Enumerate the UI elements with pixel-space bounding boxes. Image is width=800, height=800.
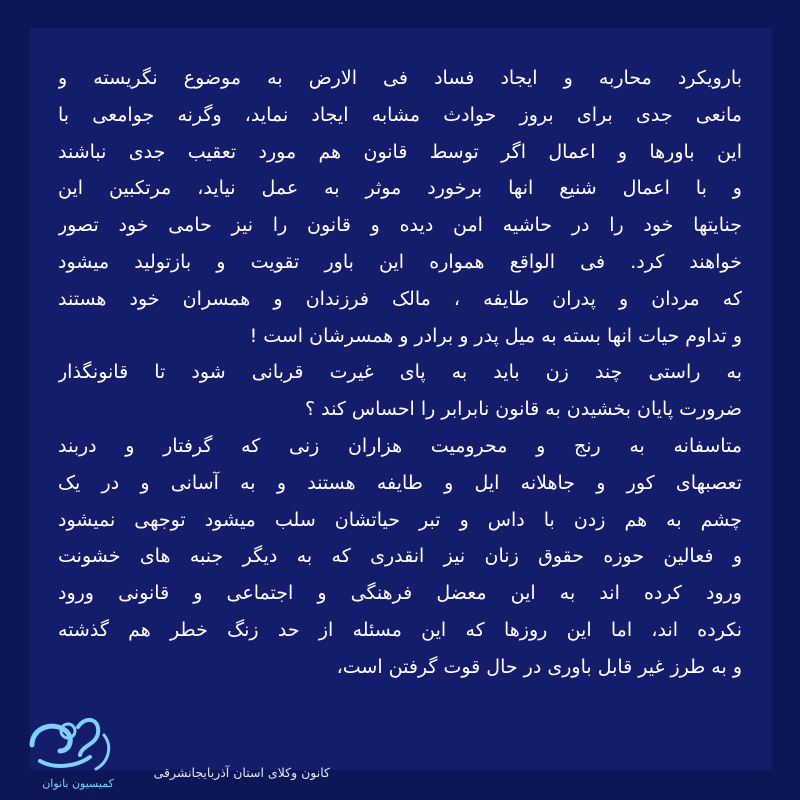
text-line: نکرده اند، اما این روزها که این مسئله از حد زنگ خطر هم گذشته xyxy=(58,618,742,641)
text-line: و فعالین حوزه حقوق زنان نیز انقدری که به دیگر جنبه های خشونت xyxy=(58,545,742,568)
text-line: متاسفانه به رنج و محرومیت هزاران زنی که گرفتار و دربند xyxy=(58,434,742,457)
text-line: تعصبهای کور و جاهلانه ایل و طایفه هستند و به آسانی و در یک xyxy=(58,471,742,494)
text-line: این باورها و اعمال اگر توسط قانون هم مورد تعقیب جدی نباشند xyxy=(58,140,742,163)
text-line: چشم به هم زدن با داس و تبر حیاتشان سلب میشود توجهی نمیشود xyxy=(58,508,742,531)
text-line: جنایتها خود را در حاشیه امن دیده و قانون را نیز حامی خود تصور xyxy=(58,214,742,237)
text-line: بارویکرد محاربه و ایجاد فساد فی الارض به موضوع نگریسته و xyxy=(58,67,742,89)
text-line: که مردان و پدران طایفه ، مالک فرزندان و همسران خود هستند xyxy=(58,287,742,310)
text-line: ضرورت پایان بخشیدن به قانون نابرابر را احساس کند ؟ xyxy=(304,398,742,421)
text-line: و تداوم حیات انها بسته به میل پدر و برادر و همسرشان است ! xyxy=(249,324,742,347)
organization-name: کانون وکلای استان آذربایجانشرقی xyxy=(153,765,330,780)
text-line: مانعی جدی برای بروز حوادث مشابه ایجاد نماید، وگرنه جوامعی با xyxy=(58,103,742,126)
text-line: ورود کرده اند به این معضل فرهنگی و اجتماعی و قانونی ورود xyxy=(58,582,742,605)
text-line: به راستی چند زن باید به پای غیرت قربانی شود تا قانونگذار xyxy=(58,361,742,384)
article-body xyxy=(58,60,742,686)
kanoon-banovan-logo-icon xyxy=(20,705,130,795)
logo-text: کمیسیون بانوان xyxy=(42,777,114,790)
footer xyxy=(20,705,340,795)
text-line: و با اعمال شنیع انها برخورد موثر به عمل نیاید، مرتکبین این xyxy=(58,177,742,200)
text-line: خواهند کرد. فی الواقع همواره این باور تقویت و بازتولید میشود xyxy=(58,250,742,273)
text-line: و به طرز غیر قابل باوری در حال قوت گرفتن است، xyxy=(336,655,742,678)
